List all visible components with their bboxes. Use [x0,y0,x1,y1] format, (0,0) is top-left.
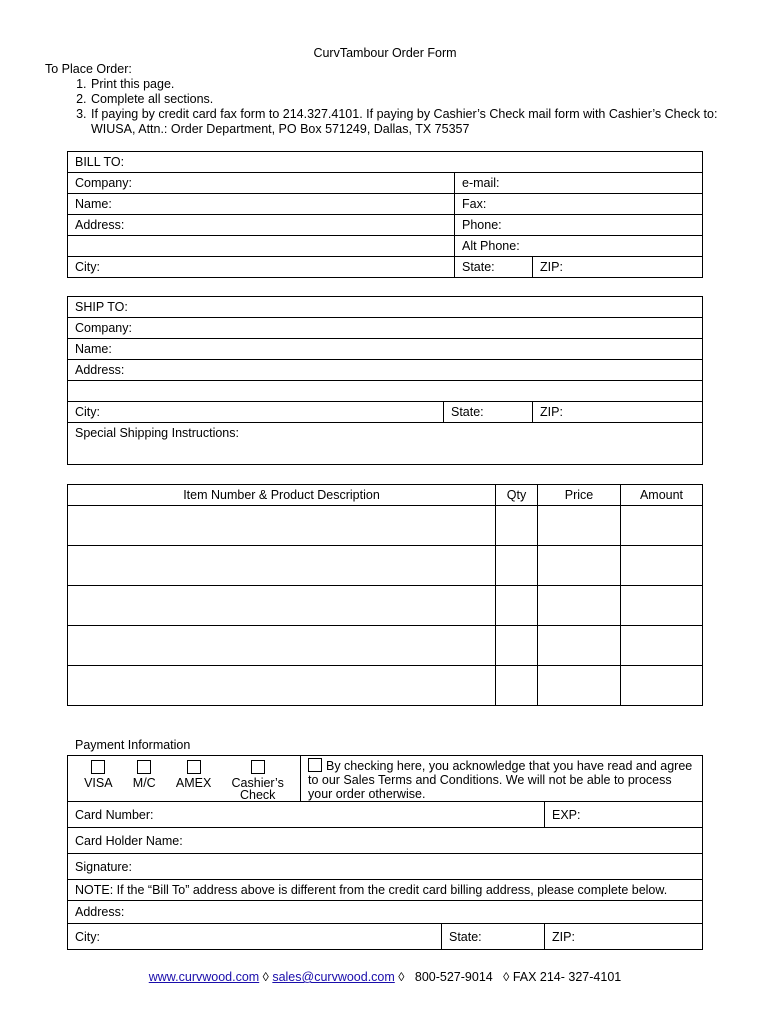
mc-label: M/C [132,775,156,790]
bill-zip-field[interactable]: ZIP: [533,257,703,278]
table-row [68,546,703,586]
cc-city-field[interactable]: City: [68,924,442,950]
ship-to-section [67,296,703,465]
item-amount-cell[interactable] [621,666,703,706]
payment-method-options [68,756,301,802]
item-amount-cell[interactable] [621,586,703,626]
col-header-qty: Qty [496,485,538,506]
visa-label: VISA [84,775,113,790]
amex-checkbox[interactable] [187,760,201,774]
payment-section [67,755,703,950]
table-row [68,626,703,666]
bill-alt-phone-field[interactable]: Alt Phone: [455,236,703,257]
cashiers-check-checkbox[interactable] [251,760,265,774]
bill-address-line2-field[interactable] [68,236,455,257]
instructions-list [45,77,731,137]
ship-to-heading: SHIP TO: [68,297,703,318]
card-number-field[interactable]: Card Number: [68,802,545,828]
item-amount-cell[interactable] [621,626,703,666]
item-description-cell[interactable] [68,586,496,626]
item-price-cell[interactable] [538,666,621,706]
card-holder-field[interactable]: Card Holder Name: [68,828,703,854]
billing-note: NOTE: If the “Bill To” address above is different from the credit card billing address, please complete below. [68,880,703,901]
ship-city-field[interactable]: City: [68,402,444,423]
separator: ◊ [492,970,513,984]
cc-address-field[interactable]: Address: [68,901,703,924]
item-description-cell[interactable] [68,506,496,546]
instruction-step: 1. Print this page. [90,77,731,92]
bill-name-field[interactable]: Name: [68,194,455,215]
fax-number: FAX 214- 327-4101 [512,970,622,984]
item-amount-cell[interactable] [621,506,703,546]
visa-option[interactable] [84,760,113,789]
visa-checkbox[interactable] [91,760,105,774]
items-table [67,484,703,706]
terms-acknowledgement[interactable] [301,756,703,802]
amex-option[interactable] [176,760,211,789]
item-description-cell[interactable] [68,546,496,586]
form-title: CurvTambour Order Form [313,46,457,60]
cashiers-check-label-line2: Check [239,787,276,802]
terms-text: By checking here, you acknowledge that you have read and agree to our Sales Terms and Conditions. We will not be able to process your order otherwise. [308,759,693,801]
instructions-heading: To Place Order: [45,62,132,76]
cc-zip-field[interactable]: ZIP: [545,924,703,950]
separator: ◊ [394,970,415,984]
table-row [68,586,703,626]
bill-to-heading: BILL TO: [68,152,703,173]
bill-state-field[interactable]: State: [455,257,533,278]
item-amount-cell[interactable] [621,546,703,586]
terms-checkbox[interactable] [308,758,322,772]
table-row [68,506,703,546]
exp-field[interactable]: EXP: [545,802,703,828]
instruction-step: 2. Complete all sections. [90,92,731,107]
item-price-cell[interactable] [538,626,621,666]
col-header-amount: Amount [621,485,703,506]
signature-field[interactable]: Signature: [68,854,703,880]
cc-state-field[interactable]: State: [442,924,545,950]
cashiers-check-label-line1: Cashier’s [231,775,284,790]
email-link[interactable]: sales@curvwood.com [272,970,395,984]
ship-state-field[interactable]: State: [444,402,533,423]
instruction-step: 3. If paying by credit card fax form to 214.327.4101. If paying by Cashier’s Check mail form with Cashier’s Check to: WIUSA, Attn.: Order Department, PO Box 571249, Dallas, TX 75357 [90,107,731,137]
item-qty-cell[interactable] [496,546,538,586]
col-header-description: Item Number & Product Description [68,485,496,506]
item-description-cell[interactable] [68,666,496,706]
ship-address-field[interactable]: Address: [68,360,703,381]
website-link[interactable]: www.curvwood.com [148,970,260,984]
bill-to-section [67,151,703,278]
payment-heading: Payment Information [75,738,191,752]
item-price-cell[interactable] [538,506,621,546]
bill-email-field[interactable]: e-mail: [455,173,703,194]
item-price-cell[interactable] [538,546,621,586]
ship-name-field[interactable]: Name: [68,339,703,360]
cashiers-check-option[interactable] [232,760,284,801]
bill-fax-field[interactable]: Fax: [455,194,703,215]
col-header-price: Price [538,485,621,506]
bill-address-field[interactable]: Address: [68,215,455,236]
item-description-cell[interactable] [68,626,496,666]
amex-label: AMEX [175,775,212,790]
mc-checkbox[interactable] [137,760,151,774]
item-qty-cell[interactable] [496,586,538,626]
ship-address-line2-field[interactable] [68,381,703,402]
bill-phone-field[interactable]: Phone: [455,215,703,236]
phone-number: 800-527-9014 [414,970,493,984]
special-instructions-field[interactable]: Special Shipping Instructions: [68,423,703,465]
bill-city-field[interactable]: City: [68,257,455,278]
ship-company-field[interactable]: Company: [68,318,703,339]
separator: ◊ [259,970,273,984]
mc-option[interactable] [133,760,156,789]
table-row [68,666,703,706]
item-qty-cell[interactable] [496,506,538,546]
order-instructions [45,62,731,137]
item-qty-cell[interactable] [496,666,538,706]
item-qty-cell[interactable] [496,626,538,666]
bill-company-field[interactable]: Company: [68,173,455,194]
item-price-cell[interactable] [538,586,621,626]
ship-zip-field[interactable]: ZIP: [533,402,703,423]
footer-contact [0,970,770,984]
